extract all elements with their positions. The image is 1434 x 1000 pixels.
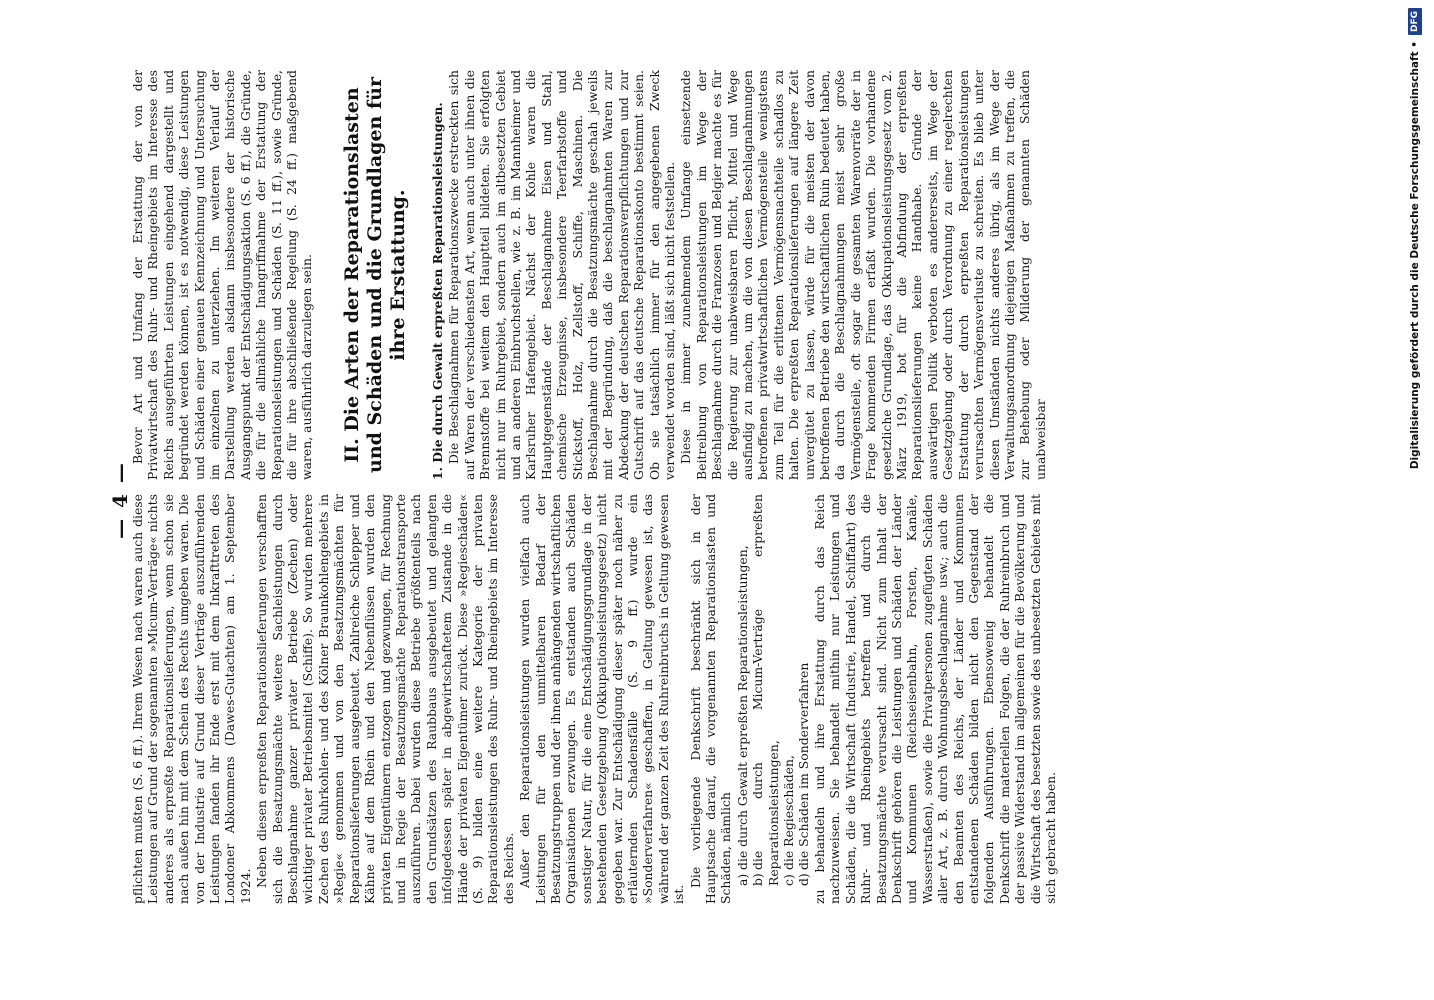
- list-item: [781, 494, 796, 886]
- list-item: [735, 494, 750, 886]
- subsection-heading: 1. Die durch Gewalt erpreßten Reparationsleistungen.: [429, 102, 445, 480]
- paragraph: Diese in immer zunehmendem Umfange einsetzende Beitreibung von Reparationsleistungen im Wege der Beschlagnahme durch die Franzosen und Belgier machte es für die Regierung zur unabweisbaren Pflicht, Mittel und Wege ausfindig zu machen, um die von diesen Beschlagnahmungen betroffenen privatwirtschaftlichen Vermögensteile wenigstens zum Teil für die erlittenen Vermögensnachteile schadlos zu halten. Die erpreßten Reparationslieferungen auf längere Zeit unvergütet zu lassen, würde für die meisten der davon betroffenen Betriebe den wirtschaftlichen Ruin bedeutet haben, da durch die Beschlagnahmungen meist sehr große Vermögensteile, oft sogar die gesamten Warenvorräte der in Frage kommenden Firmen erfaßt wurden. Die vorhandene gesetzliche Grundlage, das Okkupationsleistungsgesetz vom 2. März 1919, bot für die Abfindung der erpreßten Reparationslieferungen keine Handhabe. Gründe der auswärtigen Politik verboten es andererseits, im Wege der Gesetzgebung oder durch Verordnung zu einer regelrechten Erstattung der durch erpreßten Reparationsleistungen verursachten Vermögensverluste zu schreiten. Es blieb unter diesen Umständen nichts anderes übrig, als im Wege der Verwaltungsanordnung diejenigen Maßnahmen zu treffen, die zur Behebung oder Milderung der genannten Schäden unabweisbar: [678, 70, 1048, 480]
- credit-text: Digitalisierung gefördert durch die Deutsche Forschungsgemeinschaft •: [1409, 41, 1421, 470]
- dfg-logo: DFG: [1408, 8, 1422, 35]
- section-heading: II. Die Arten der Reparationslasten und Schäden und die Grundlagen für ihre Erstattung.: [340, 77, 409, 473]
- right-column: [130, 70, 1049, 480]
- paragraph: Die vorliegende Denkschrift beschränkt sich in der Hauptsache darauf, die vorgenannten Reparationslasten und Schäden, nämlich: [687, 494, 734, 904]
- list-label: c): [781, 874, 797, 886]
- list-text: die Schäden im Sonderverfahren: [796, 662, 812, 870]
- list-text: die durch Gewalt erpreßten Reparationsleistungen,: [734, 545, 750, 870]
- list-label: a): [734, 873, 750, 886]
- list-label: d): [796, 873, 812, 886]
- list-text: die Regieschäden,: [781, 755, 797, 870]
- digitization-credit-strip: [1402, 8, 1428, 994]
- paragraph: Die Beschlagnahmen für Reparationszwecke erstreckten sich auf Waren der verschiedensten Art, wenn auch unter ihnen die Brennstoffe bei weitem den Hauptteil bildeten. Sie erfolgten nicht nur im Ruhrgebiet, sondern auch im altbesetzten Gebiet und an anderen Einbruchstellen, wie z. B. im Mannheimer und Karlsruher Hafengebiet. Nächst der Kohle waren die Hauptgegenstände der Beschlagnahme Eisen und Stahl, chemische Erzeugnisse, insbesondere Teerfarbstoffe und Stickstoff, Holz, Zellstoff, Schiffe, Maschinen. Die Beschlagnahme durch die Besatzungsmächte geschah jeweils mit der Begründung, daß die beschlagnahmten Waren zur Abdeckung der deutschen Reparationsverpflichtungen und zur Gutschrift auf das deutsche Reparationskonto bestimmt seien. Ob sie tatsächlich immer für den angegebenen Zweck verwendet worden sind, läßt sich nicht feststellen.: [446, 70, 677, 480]
- paragraph: pflichten mußten (S. 6 ff.). Ihrem Wesen nach waren auch diese Leistungen auf Grund der sogenannten »Micum-Verträge« nichts anderes als erpreßte Reparationslieferungen, wenn schon sie nach außen hin mit dem Schein des Rechts umgeben waren. Die von der Industrie auf Grund dieser Verträge auszuführenden Leistungen fanden ihr Ende erst mit dem Inkrafttreten des Londoner Abkommens (Dawes-Gutachten) am 1. September 1924.: [130, 494, 253, 904]
- paragraph: Neben diesen erpreßten Reparationslieferungen verschafften sich die Besatzungsmächte weitere Sachleistungen durch Beschlagnahme ganzer privater Betriebe (Zechen) oder wichtiger privater Betriebsmittel (Schiffe). So wurden mehrere Zechen des Ruhrkohlen- und des Kölner Braunkohlengebiets in »Regie« genommen und von den Besatzungsmächten für Reparationslieferungen ausgebeutet. Zahlreiche Schlepper und Kähne auf dem Rhein und den Nebenflüssen wurden den privaten Eigentümern entzogen und gezwungen, für Rechnung und in Regie der Besatzungsmächte Reparationstransporte auszuführen. Dabei wurden diese Betriebe größtenteils nach den Grundsätzen des Raubbaus ausgebeutet und gelangten infolgedessen später in abgewirtschaftetem Zustande in die Hände der privaten Eigentümer zurück. Diese »Regieschäden« (S. 9) bilden eine weitere Kategorie der privaten Reparationsleistungen des Ruhr- und Rheingebiets im Interesse des Reichs.: [254, 494, 516, 904]
- left-column: [130, 494, 1059, 904]
- digitization-credit: [1402, 8, 1428, 994]
- list-text: die durch Micum-Verträge erpreßten Reparationsleistungen,: [750, 494, 781, 886]
- list-label: b): [750, 873, 766, 886]
- page-number: — 4 —: [108, 461, 132, 539]
- paragraph: zu behandeln und ihre Erstattung durch das Reich nachzuweisen. Sie behandelt mithin nur Leistungen und Schäden, die die Wirtschaft (Industrie, Handel, Schiffahrt) des Ruhr- und Rheingebiets betreffen und durch die Besatzungsmächte verursacht sind. Nicht zum Inhalt der Denkschrift gehören die Leistungen und Schäden der Länder und Kommunen (Reichseisenbahn, Forsten, Kanäle, Wasserstraßen), sowie die Privatpersonen zugefügten Schäden aller Art, z. B. durch Wohnungsbeschlagnahme usw.; auch die den Beamten des Reichs, der Länder und Kommunen entstandenen Schäden bilden nicht den Gegenstand der folgenden Ausführungen. Ebensowenig behandelt die Denkschrift die materiellen Folgen, die der Ruhreinbruch und der passive Widerstand im allgemeinen für die Bevölkerung und die Wirtschaft des besetzten sowie des unbesetzten Gebietes mit sich gebracht haben.: [811, 494, 1058, 904]
- paragraph: Außer den Reparationsleistungen wurden vielfach auch Leistungen für den unmittelbaren Bedarf der Besatzungstruppen und der ihnen anhängenden wirtschaftlichen Organisationen erzwungen. Es entstanden auch Schäden sonstiger Natur, für die eine Entschädigungsgrundlage in der bestehenden Gesetzgebung (Okkupationsleistungsgesetz) nicht gegeben war. Zur Entschädigung dieser später noch näher zu erläuternden Schadensfälle (S. 9 ff.) wurde ein »Sonderverfahren« geschaffen, in Geltung gewesen ist, das während der ganzen Zeit des Ruhreinbruchs in Geltung gewesen ist.: [517, 494, 687, 904]
- list-item: [750, 494, 781, 886]
- list-item: [796, 494, 811, 886]
- paragraph: Bevor Art und Umfang der Erstattung der von der Privatwirtschaft des Ruhr- und Rheingebiets im Interesse des Reichs ausgeführten Leistungen eingehend dargestellt und begründet werden können, ist es notwendig, diese Leistungen und Schäden einer genauen Kennzeichnung und Untersuchung im einzelnen zu unterziehen. Im weiteren Verlauf der Darstellung werden alsdann insbesondere der historische Ausgangspunkt der Entschädigungsaktion (S. 6 ff.), die Gründe, die für die allmähliche Inangriffnahme der Erstattung der Reparationsleistungen und Schäden (S. 11 ff.), sowie Gründe, die für ihre abschließende Regelung (S. 24 ff.) maßgebend waren, ausführlich darzulegen sein.: [130, 70, 315, 480]
